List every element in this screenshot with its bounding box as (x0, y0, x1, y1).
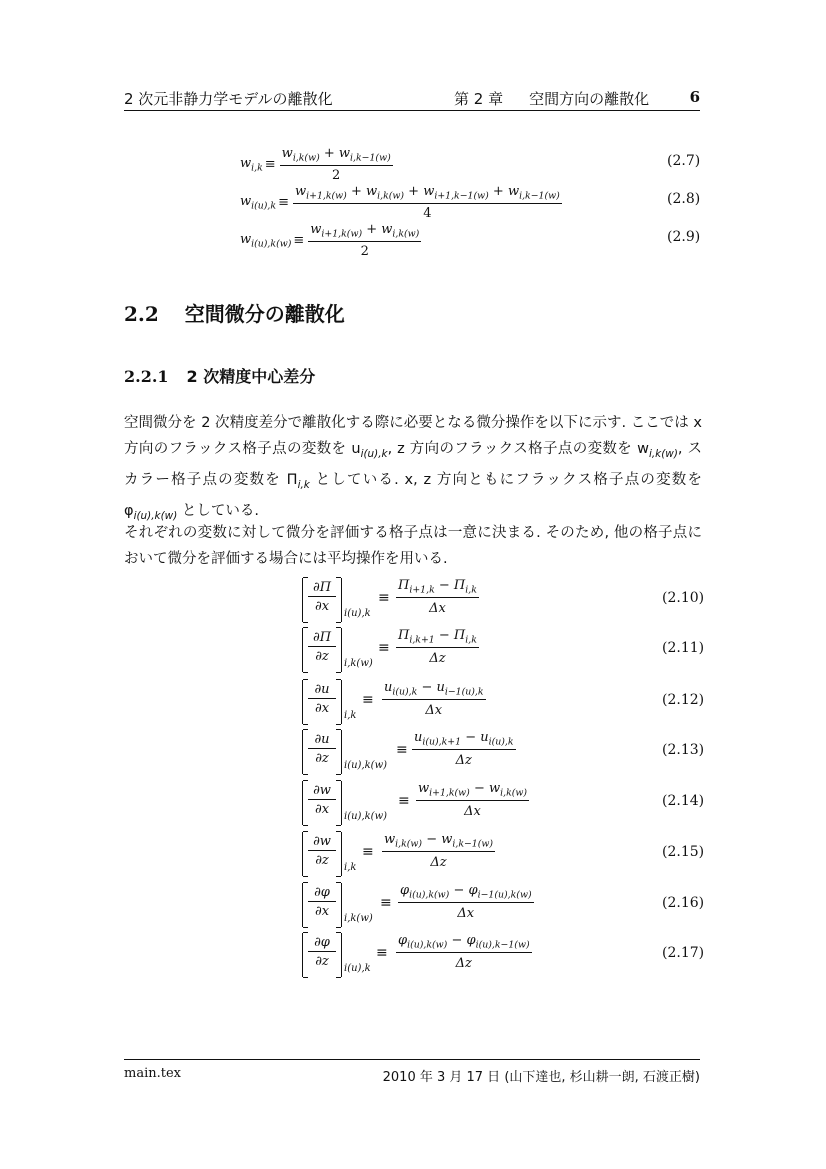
equation-number: (2.12) (662, 692, 705, 708)
equation-fraction: $\frac{w_{i+1,k(w)} + w_{i,k(w)}}{2}$ (310, 222, 420, 259)
equation-2-9: $w_{i(u),k(w)}$ ≡ $\frac{w_{i+1,k(w)} + w_{i,k(w)}}{2}$ (240, 222, 420, 259)
partial-derivative: ∂φ ∂x (308, 885, 336, 919)
equation-number: (2.17) (662, 945, 705, 961)
partial-derivative: ∂w ∂z (308, 834, 336, 868)
equivalence-symbol: ≡ (380, 895, 392, 911)
equation-number: (2.13) (662, 742, 705, 758)
bracket (302, 883, 342, 927)
bracket (302, 578, 342, 622)
subsection-heading (124, 364, 315, 387)
subsection-number: 2.2.1 (124, 367, 169, 386)
evaluation-point-subscript: i(u),k (344, 608, 371, 619)
equation-lhs: $w_{i(u),k}$ (240, 193, 277, 212)
bracket (302, 832, 342, 876)
equivalence-symbol: ≡ (396, 742, 408, 758)
header-page-number: 6 (689, 88, 700, 106)
equation-fraction: $\frac{w_{i+1,k(w)} + w_{i,k(w)} + w_{i+1,k-1(w)} + w_{i,k-1(w)}}{4}$ (294, 184, 560, 221)
partial-derivative: ∂φ ∂z (308, 935, 336, 969)
bracket (302, 680, 342, 724)
header-running-title: 2 次元非静力学モデルの離散化 (124, 90, 333, 108)
header-rule (124, 110, 700, 111)
footer-source-file: main.tex (124, 1066, 181, 1081)
footer-date-authors: 2010 年 3 月 17 日 (山下達也, 杉山耕一朗, 石渡正樹) (382, 1070, 700, 1085)
evaluation-point-subscript: i,k (344, 710, 357, 721)
section-heading (124, 298, 345, 327)
partial-derivative: ∂Π ∂z (308, 630, 336, 664)
page-header (124, 88, 700, 110)
equivalence-symbol: ≡ (362, 844, 374, 860)
equation-fraction: $\frac{w_{i,k(w)} + w_{i,k-1(w)}}{2}$ (281, 146, 391, 183)
section-title: 空間微分の離散化 (184, 302, 345, 326)
equation-number: (2.9) (667, 229, 701, 245)
evaluation-point-subscript: i(u),k (344, 963, 371, 974)
equation-2-7: $w_{i,k}$ ≡ $\frac{w_{i,k(w)} + w_{i,k-1(w)}}{2}$ (240, 146, 391, 183)
equation-number: (2.16) (662, 895, 705, 911)
equation-number: (2.14) (662, 793, 705, 809)
equivalence-symbol: ≡ (362, 692, 374, 708)
equation-number: (2.8) (667, 191, 701, 207)
difference-fraction: $\frac{\Pi_{i,k+1} - \Pi_{i,k}}{\Delta z}$ (398, 628, 477, 666)
difference-fraction: $\frac{\Pi_{i+1,k} - \Pi_{i,k}}{\Delta x}$ (398, 578, 477, 616)
partial-derivative: ∂u ∂z (308, 732, 336, 766)
bracket (302, 933, 342, 977)
equivalence-symbol: ≡ (378, 590, 390, 606)
equation-number: (2.15) (662, 844, 705, 860)
equation-lhs: $w_{i(u),k(w)}$ (240, 231, 292, 250)
paragraph: 空間微分を 2 次精度差分で離散化する際に必要となる微分操作を以下に示す. ここでは x 方向のフラックス格子点の変数を $u_{i(u),k}$, z 方向のフラックス格子点の変数を $w_{i,k(w)}$, スカラー格子点の変数を $\Pi_{i,k}$ としている. x, z 方向ともにフラックス格子点の変数を $\varphi_{i(u),k(w)}$ としている. (124, 415, 702, 522)
evaluation-point-subscript: i(u),k(w) (344, 760, 388, 771)
difference-fraction: $\frac{\varphi_{i(u),k(w)} - \varphi_{i-1(u),k(w)}}{\Delta x}$ (400, 883, 532, 921)
header-chapter-number: 第 2 章 (454, 90, 504, 108)
partial-derivative: ∂u ∂x (308, 682, 336, 716)
equation-2-8: $w_{i(u),k}$ ≡ $\frac{w_{i+1,k(w)} + w_{i,k(w)} + w_{i+1,k-1(w)} + w_{i,k-1(w)}}{4}$ (240, 184, 560, 221)
evaluation-point-subscript: i,k(w) (344, 913, 373, 924)
equation-number: (2.10) (662, 590, 705, 606)
bracket (302, 730, 342, 774)
equivalence-symbol: ≡ (378, 640, 390, 656)
section-number: 2.2 (124, 302, 159, 326)
partial-derivative: ∂Π ∂x (308, 580, 336, 614)
equation-number: (2.7) (667, 153, 701, 169)
equivalence-symbol: ≡ (398, 793, 410, 809)
paragraph: それぞれの変数に対して微分を評価する格子点は一意に決まる. そのため, 他の格子点において微分を評価する場合には平均操作を用いる. (124, 525, 702, 567)
difference-fraction: $\frac{w_{i,k(w)} - w_{i,k-1(w)}}{\Delta z}$ (384, 832, 494, 870)
equivalence-symbol: ≡ (376, 945, 388, 961)
header-chapter-title: 空間方向の離散化 (529, 90, 650, 108)
difference-fraction: $\frac{u_{i(u),k} - u_{i-1(u),k}}{\Delta x}$ (384, 680, 484, 718)
partial-derivative: ∂w ∂x (308, 783, 336, 817)
difference-fraction: $\frac{\varphi_{i(u),k(w)} - \varphi_{i(u),k-1(w)}}{\Delta z}$ (398, 933, 530, 971)
bracket (302, 628, 342, 672)
subsection-title: 2 次精度中心差分 (186, 367, 316, 386)
bracket (302, 781, 342, 825)
evaluation-point-subscript: i,k(w) (344, 658, 373, 669)
header-chapter (454, 88, 675, 109)
evaluation-point-subscript: i(u),k(w) (344, 811, 388, 822)
equation-number: (2.11) (662, 640, 705, 656)
equation-lhs: $w_{i,k}$ (240, 155, 263, 174)
difference-fraction: $\frac{w_{i+1,k(w)} - w_{i,k(w)}}{\Delta x}$ (418, 781, 528, 819)
evaluation-point-subscript: i,k (344, 862, 357, 873)
footer-rule (124, 1059, 700, 1060)
difference-fraction: $\frac{u_{i(u),k+1} - u_{i(u),k}}{\Delta z}$ (414, 730, 514, 768)
